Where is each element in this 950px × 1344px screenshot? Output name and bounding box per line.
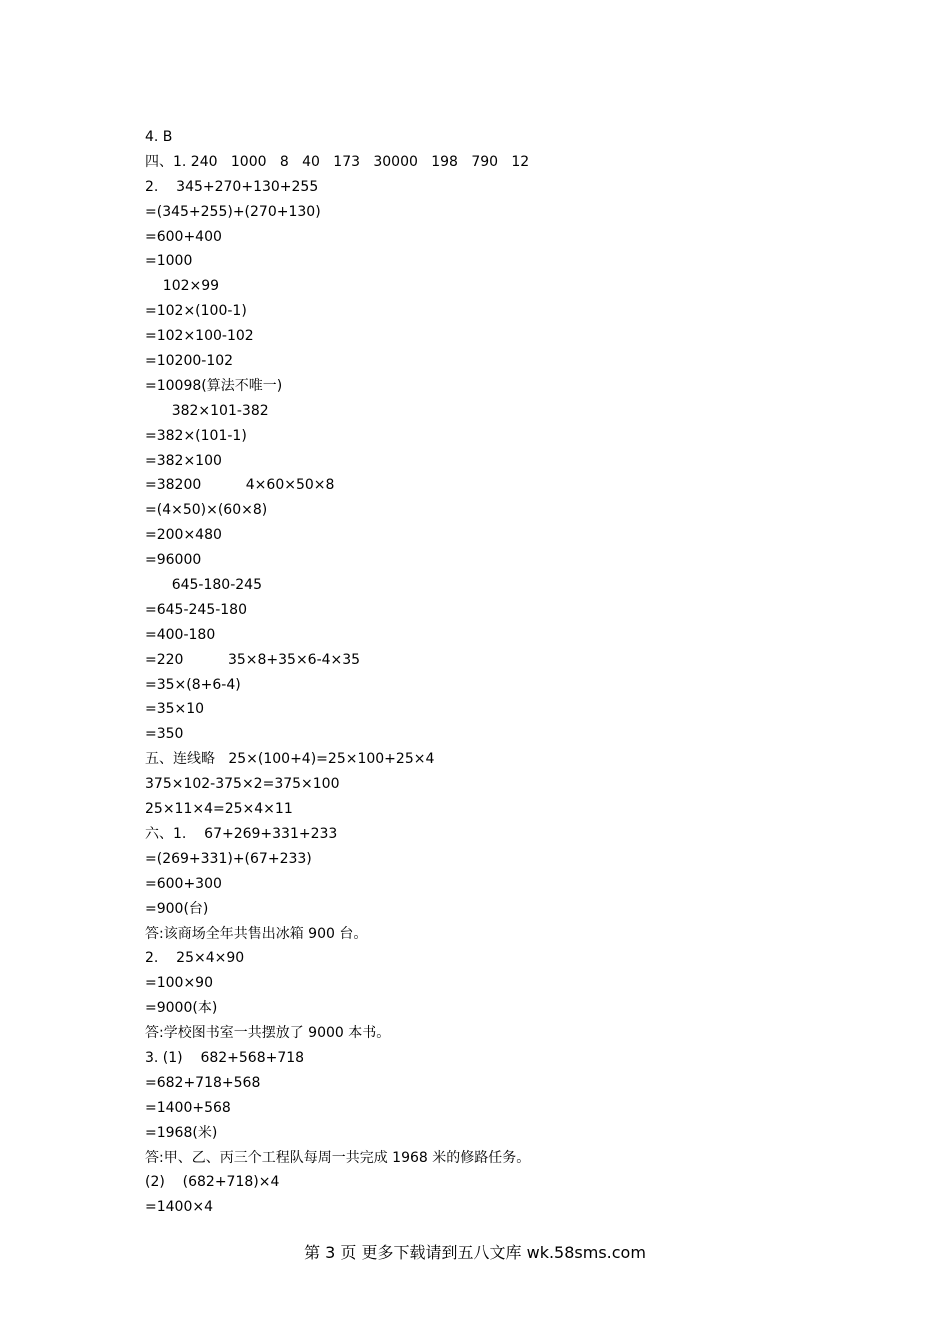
answer-line: =900(台) [145,900,209,917]
answer-line: =(4×50)×(60×8) [145,502,268,519]
answer-line: =10200-102 [145,353,234,370]
answer-line: 382×101-382 [145,402,269,419]
answer-line: =(345+255)+(270+130) [145,203,321,220]
answer-line: =220 35×8+35×6-4×35 [145,651,361,668]
answer-line: =102×100-102 [145,328,254,345]
answer-line: 2. 345+270+130+255 [145,178,319,195]
answer-line: (2) (682+718)×4 [145,1174,280,1191]
answer-line: 2. 25×4×90 [145,950,245,967]
answer-line: =1400×4 [145,1199,213,1216]
answer-line: 375×102-375×2=375×100 [145,776,340,793]
answer-line: =102×(100-1) [145,303,247,320]
answer-line: 四、1. 240 1000 8 40 173 30000 198 790 12 [145,153,530,170]
answer-line: =35×(8+6-4) [145,676,241,693]
answer-line: =382×(101-1) [145,427,247,444]
answer-content [145,125,845,1220]
answer-line: 答:学校图书室一共摆放了 9000 本书。 [145,1025,391,1042]
answer-line: =682+718+568 [145,1074,261,1091]
answer-line: =9000(本) [145,1000,218,1017]
answer-line: 25×11×4=25×4×11 [145,801,293,818]
answer-line: =400-180 [145,626,216,643]
answer-line: 五、连线略 25×(100+4)=25×100+25×4 [145,751,435,768]
answer-line: =382×100 [145,452,222,469]
answer-line: 六、1. 67+269+331+233 [145,825,338,842]
answer-line: =200×480 [145,527,222,544]
answer-line: =1968(米) [145,1124,218,1141]
answer-line: =100×90 [145,975,213,992]
answer-line: =600+400 [145,228,222,245]
answer-line: =1400+568 [145,1099,231,1116]
answer-line: =96000 [145,552,202,569]
answer-line: =350 [145,726,184,743]
answer-line: =35×10 [145,701,205,718]
answer-line: 4. B [145,129,173,145]
answer-line: 645-180-245 [145,577,262,594]
page-footer: 第 3 页 更多下载请到五八文库 wk.58sms.com [304,1243,646,1262]
answer-line: =(269+331)+(67+233) [145,850,312,867]
answer-line: =38200 4×60×50×8 [145,477,335,494]
answer-line: 答:甲、乙、丙三个工程队每周一共完成 1968 米的修路任务。 [145,1149,531,1166]
answer-line: =600+300 [145,875,222,892]
answer-line: =1000 [145,253,193,270]
answer-line: =10098(算法不唯一) [145,377,283,394]
answer-line: =645-245-180 [145,601,247,618]
answer-line: 102×99 [145,278,220,295]
answer-line: 答:该商场全年共售出冰箱 900 台。 [145,925,368,942]
answer-line: 3. (1) 682+568+718 [145,1049,305,1066]
